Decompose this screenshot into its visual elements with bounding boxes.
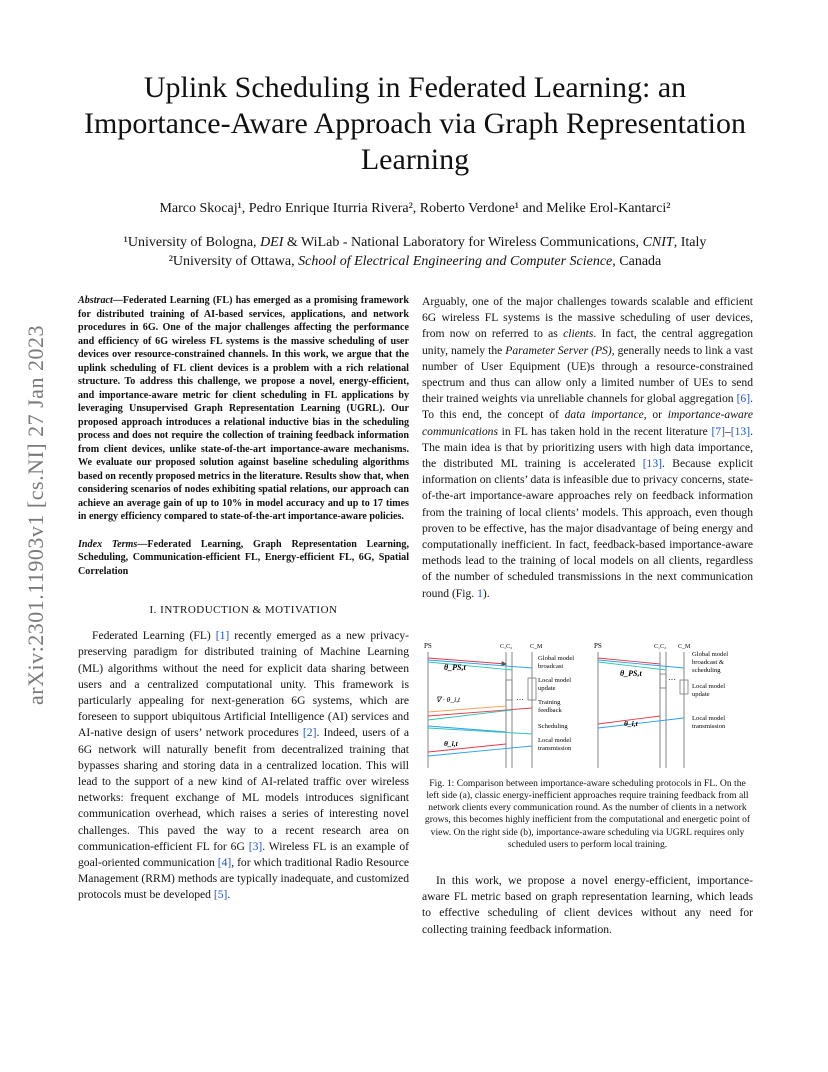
client-m-label: C_M bbox=[530, 643, 543, 650]
motivation-paragraph: Arguably, one of the major challenges towards scalable and efficient 6G wireless FL systems is the massive scheduling of user devices, from now on referred to as clients. In fact, the central aggregation unity, namely the Parameter Server (PS), generally needs to link a vast number of User Equipment (UE)s through a resource-constrained spectrum and thus can allow only a limited number of UEs to send their trained weights via unreliable channels for global aggregation [6]. To this end, the concept of data importance, or importance-aware communications in FL has taken hold in the recent literature [7]–[13]. The main idea is that by prioritizing users with high data importance, the distributed ML training is accelerated [13]. Because explicit information on clients’ data is infeasible due to privacy concerns, state-of-the-art importance-aware approaches rely on feedback information from the training of local clients’ models. This approach, even though proven to be effective, has the major disadvantage of being energy and computationally inefficient. In fact, feedback-based importance-aware methods lead to the training of local models on all clients, regardless of the number of scheduled transmissions in the next communication round (Fig. 1). bbox=[422, 295, 754, 600]
client-label: C₁C₂ bbox=[654, 643, 667, 650]
affiliations bbox=[70, 233, 760, 271]
gradient-label: ∇ · θ_i,t bbox=[436, 694, 461, 704]
citation-link[interactable]: [5] bbox=[213, 888, 228, 902]
theta-i-label: θ_i,t bbox=[444, 738, 458, 748]
step-label: Scheduling bbox=[538, 722, 568, 730]
step-label: Local model bbox=[538, 676, 572, 684]
figure-1 bbox=[422, 640, 753, 772]
left-column bbox=[78, 294, 409, 904]
section-heading: I. INTRODUCTION & MOTIVATION bbox=[149, 604, 338, 616]
affiliation-2: ²University of Ottawa, School of Electrical Engineering and Computer Science, Canada bbox=[168, 254, 662, 269]
citation-link[interactable]: [2] bbox=[302, 726, 317, 740]
client-m-label: C_M bbox=[678, 643, 691, 650]
author-list: Marco Skocaj¹, Pedro Enrique Iturria Rivera², Roberto Verdone¹ and Melike Erol-Kantarci² bbox=[159, 201, 671, 216]
step-label: Global model bbox=[538, 654, 575, 662]
ps-label: PS bbox=[594, 641, 602, 650]
step-label: broadcast & bbox=[692, 658, 725, 666]
step-label: Local model bbox=[538, 736, 572, 744]
citation-link[interactable]: [13] bbox=[642, 457, 663, 471]
ellipsis: … bbox=[516, 692, 524, 702]
diagram-right bbox=[594, 642, 728, 768]
step-label: Local model bbox=[692, 682, 726, 690]
diagram-left bbox=[424, 642, 574, 768]
step-label: scheduling bbox=[692, 666, 721, 674]
step-label: update bbox=[692, 690, 710, 698]
step-label: Global model bbox=[692, 650, 729, 658]
step-label: Training bbox=[538, 698, 561, 706]
affiliation-1: ¹University of Bologna, DEI & WiLab - National Laboratory for Wireless Communications, CNIT, Italy bbox=[123, 235, 707, 250]
schedule-arrow bbox=[428, 728, 532, 734]
ps-label: PS bbox=[424, 641, 432, 650]
transmit-arrow bbox=[428, 744, 506, 752]
abstract: Abstract—Federated Learning (FL) has emerged as a promising framework for distributed training of AI-based services, applications, and network procedures in 6G. One of the major challenges affecting the performance and efficiency of 6G wireless FL systems is the massive scheduling of user devices over resource-constrained channels. In this work, we argue that the uplink scheduling of FL client devices is a problem with a rich relational structure. To address this challenge, we propose a novel, energy-efficient, and importance-aware metric for client scheduling in FL applications by leveraging Unsupervised Graph Representation Learning (UGRL). Our proposed approach introduces a relational inductive bias in the scheduling process and does not require the collection of training feedback information from client devices, unlike state-of-the-art importance-aware mechanisms. We evaluate our proposed solution against baseline scheduling algorithms based on recently proposed metrics in the literature. Results show that, when considering scenarios of nodes exhibiting spatial relations, our approach can achieve an average gain of up to 10% in model accuracy and up to 17 times in energy efficiency compared to state-of-the-art importance-aware policies. bbox=[78, 295, 409, 522]
contribution-paragraph: In this work, we propose a novel energy-efficient, importance-aware FL metric based on graph representation learning, which leads to effective scheduling of client devices without any need for collecting training feedback information. bbox=[422, 874, 753, 936]
paper-title: Uplink Scheduling in Federated Learning: an Importance-Aware Approach via Graph Representation Learning bbox=[84, 71, 746, 176]
citation-link[interactable]: [7] bbox=[711, 424, 725, 438]
citation-link[interactable]: [6] bbox=[736, 392, 751, 406]
intro-paragraph: Federated Learning (FL) [1] recently emerged as a new privacy-preserving paradigm for distributed training of Machine Learning (ML) algorithms without the need for explicit data sharing between users and a centralized computational unity. This framework is particularly appealing for next-generation 6G systems, which are foreseen to support ubiquitous Artificial Intelligence (AI) services and AI-native design of users’ network procedures [2]. Indeed, users of a 6G network will naturally benefit from decentralized training that bypasses sharing and storing data in a centralized location. This will lead to the support of a new kind of AI-related traffic over wireless networks: frequent exchange of ML models introduces significant communication overhead, which raises a series of interesting novel challenges. This paved the way to a recent research area on communication-efficient FL for 6G [3]. Wireless FL is an example of goal-oriented communication [4], for which traditional Radio Resource Management (RRM) methods are typically inadequate, and customized protocols must be developed [5]. bbox=[78, 629, 409, 902]
arxiv-identifier: arXiv:2301.11903v1 [cs.NI] 27 Jan 2023 bbox=[23, 325, 48, 705]
step-label: transmission bbox=[538, 744, 572, 752]
feedback-arrow bbox=[428, 708, 532, 716]
ellipsis: … bbox=[668, 672, 676, 682]
local-update-box bbox=[506, 680, 512, 700]
local-update-box bbox=[660, 674, 666, 688]
theta-ps-label: θ_PS,t bbox=[620, 668, 642, 678]
theta-ps-label: θ_PS,t bbox=[444, 662, 466, 672]
index-terms: Index Terms—Federated Learning, Graph Representation Learning, Scheduling, Communication-efficient FL, Energy-efficient FL, 6G, Spatial Correlation bbox=[78, 538, 409, 577]
step-label: Local model bbox=[692, 714, 726, 722]
protocol-diagram bbox=[422, 640, 753, 772]
theta-i-label: θ_i,t bbox=[624, 718, 638, 728]
figure-caption: Fig. 1: Comparison between importance-aware scheduling protocols in FL. On the left side (a), classic energy-inefficient approaches require training feedback from all network clients every communication round. As the number of clients in a network grows, this becomes highly inefficient from the computational and energetic point of view. On the right side (b), importance-aware scheduling via UGRL requires only scheduled users to perform local training. bbox=[424, 777, 751, 850]
step-label: transmission bbox=[692, 722, 726, 730]
transmit-arrow bbox=[598, 718, 684, 728]
figure-link[interactable]: 1 bbox=[477, 586, 483, 600]
citation-link[interactable]: [4] bbox=[217, 856, 232, 870]
client-label: C₁C₂ bbox=[500, 643, 513, 650]
step-label: feedback bbox=[538, 706, 562, 714]
step-label: update bbox=[538, 684, 556, 692]
citation-link[interactable]: [1] bbox=[215, 629, 230, 643]
citation-link[interactable]: [3] bbox=[248, 839, 263, 853]
citation-link[interactable]: [13] bbox=[730, 424, 751, 438]
step-label: broadcast bbox=[538, 662, 564, 670]
right-column bbox=[422, 294, 753, 938]
